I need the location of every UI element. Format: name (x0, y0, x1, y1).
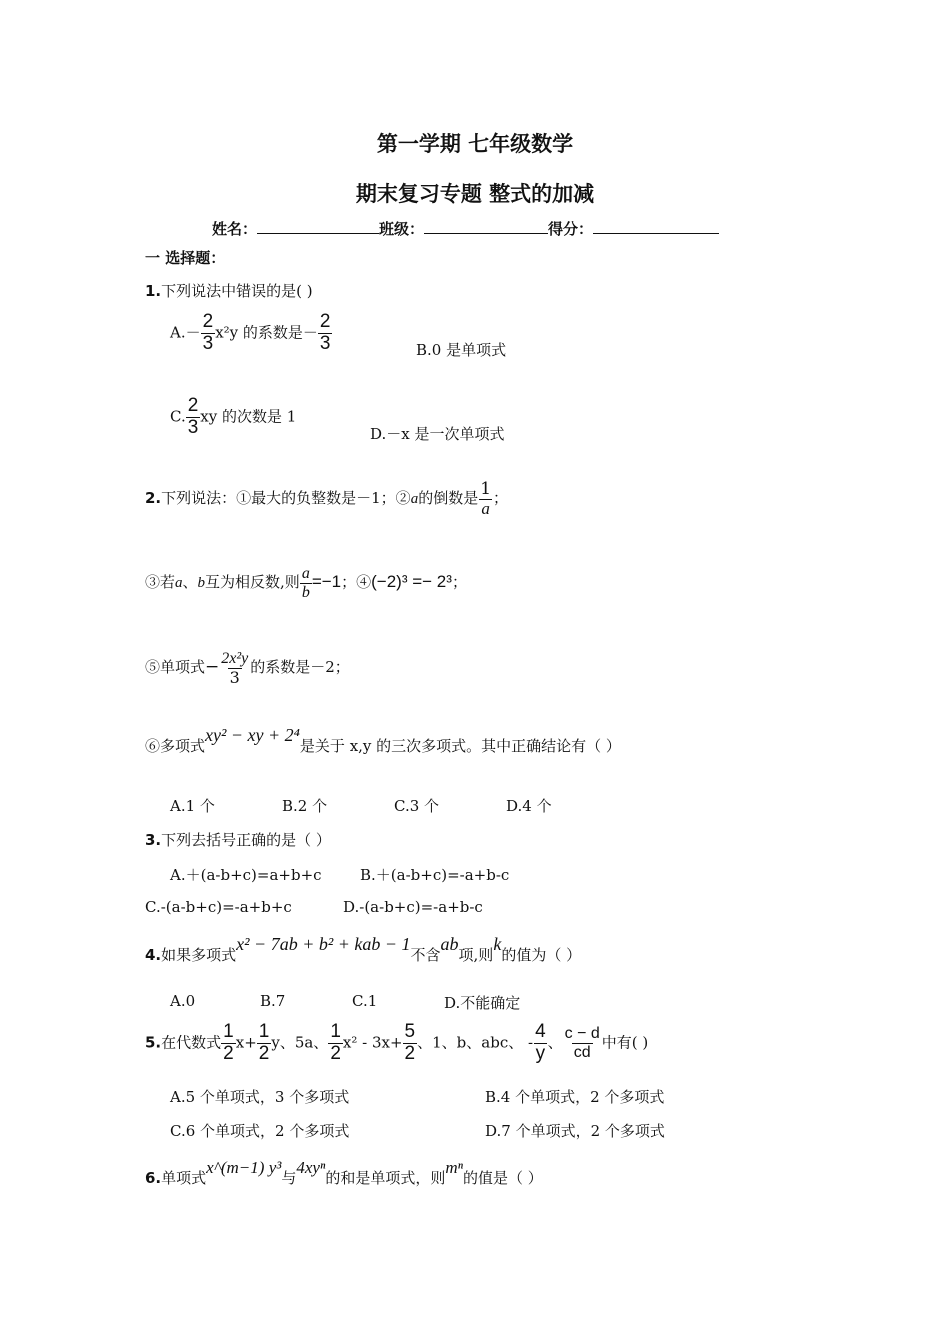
class-label: 班级： (379, 220, 425, 238)
name-blank[interactable] (257, 219, 379, 234)
question-2-option-b: B.2 个 (282, 797, 328, 815)
question-2-option-a: A.1 个 (170, 797, 215, 815)
question-2-line-2: ③若a、b互为相反数,则 $\frac{a}{b}$ =−1；④(−2)³ =− 2³； (145, 565, 467, 601)
fraction: $\frac{\text{2x²y}}{3}$ (221, 650, 249, 687)
question-3-option-a: A.＋(a-b+c)=a+b+c (170, 866, 322, 884)
fraction: $\frac{2}{3}$ (202, 311, 214, 354)
question-4-option-d: D.不能确定 (444, 994, 521, 1012)
question-2-option-d: D.4 个 (506, 797, 552, 815)
question-5-option-d: D.7 个单项式，2 个多项式 (485, 1122, 665, 1140)
page-title: 第一学期 七年级数学 (376, 132, 574, 156)
fraction: $\frac{5}{2}$ (404, 1021, 416, 1064)
question-2-option-c: C.3 个 (394, 797, 440, 815)
question-1-stem: 1.下列说法中错误的是( ) (145, 282, 313, 300)
fraction: $\frac{1}{a}$ (480, 479, 492, 518)
student-info-line (212, 218, 719, 239)
fraction: $\frac{1}{2}$ (223, 1021, 234, 1064)
class-blank[interactable] (424, 219, 548, 234)
section-heading: 一 选择题： (145, 249, 226, 267)
fraction: $\frac{4}{y}$ (535, 1021, 546, 1064)
question-5-option-a: A.5 个单项式，3 个多项式 (170, 1088, 350, 1106)
question-5-option-b: B.4 个单项式，2 个多项式 (485, 1088, 665, 1106)
question-4-option-b: B.7 (260, 992, 286, 1010)
question-3-stem: 3.下列去括号正确的是（ ） (145, 831, 331, 849)
fraction: $\frac{1}{2}$ (258, 1021, 270, 1064)
question-3-option-d: D.-(a-b+c)=-a+b-c (343, 898, 483, 916)
fraction: $\frac{2}{3}$ (319, 311, 331, 354)
question-5-stem: 5.在代数式 $\frac{1}{2}$ x+ $\frac{1}{2}$ y、5a、 $\frac{1}{2}$ x² - 3x+ $\frac{5}{2}$ 、1、b、abc、 - $\frac{4}{y}$ 、 $\frac{c - d}{cd}$ 中有( ) (145, 1021, 649, 1064)
score-label: 得分： (548, 220, 594, 238)
question-3-option-c: C.-(a-b+c)=-a+b+c (145, 898, 292, 916)
question-1-option-d: D.－x 是一次单项式 (370, 425, 505, 443)
fraction: $\frac{c - d}{cd}$ (564, 1025, 600, 1061)
fraction: $\frac{2}{3}$ (187, 395, 199, 438)
question-4-option-c: C.1 (352, 992, 378, 1010)
question-2-line-3: ⑤单项式− $\frac{\text{2x²y}}{3}$ 的系数是－2； (145, 650, 350, 687)
question-3-option-b: B.＋(a-b+c)=-a+b-c (360, 866, 510, 884)
score-blank[interactable] (593, 219, 719, 234)
question-2-line-1: 2.下列说法：①最大的负整数是－1；②a的倒数是 $\frac{1}{a}$ ； (145, 479, 509, 518)
question-5-option-c: C.6 个单项式，2 个多项式 (170, 1122, 350, 1140)
fraction: $\frac{1}{2}$ (330, 1021, 341, 1064)
question-4-stem: 4.如果多项式x² − 7ab + b² + kab − 1不含ab项,则k的值为（ ） (145, 934, 582, 964)
page-subtitle: 期末复习专题 整式的加减 (355, 182, 595, 206)
fraction: $\frac{a}{b}$ (301, 565, 310, 601)
name-label: 姓名： (212, 220, 258, 238)
question-2-line-4: ⑥多项式xy² − xy + 2⁴是关于 x,y 的三次多项式。其中正确结论有（ ） (145, 725, 621, 755)
question-1-option-a: A.－ $\frac{2}{3}$ x²y 的系数是－ $\frac{2}{3}$ (170, 311, 331, 354)
question-1-option-b: B.0 是单项式 (416, 341, 507, 359)
question-4-option-a: A.0 (170, 992, 196, 1010)
question-1-option-c: C. $\frac{2}{3}$ xy 的次数是 1 (170, 395, 297, 438)
question-6-stem: 6.单项式x^(m−1) y³与4xyⁿ的和是单项式，则mⁿ的值是（ ） (145, 1158, 543, 1187)
